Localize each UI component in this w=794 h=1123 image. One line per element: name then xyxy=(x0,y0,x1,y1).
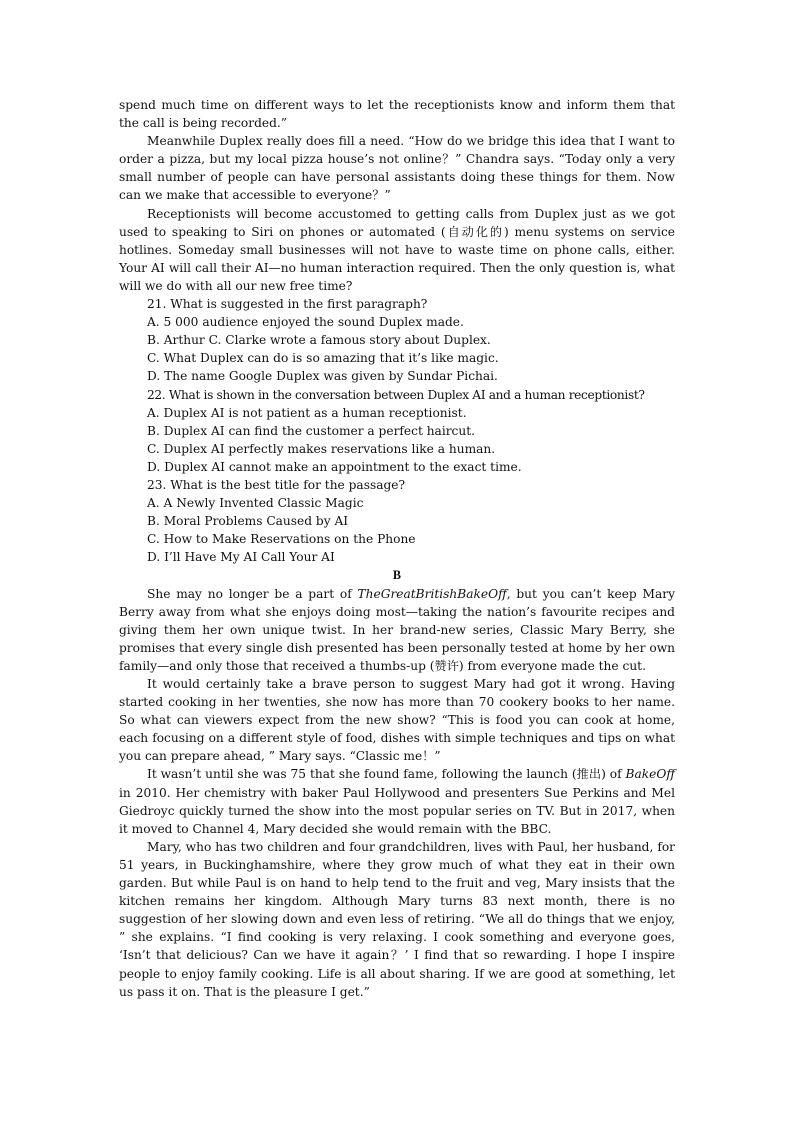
show-title-italic: BakeOff xyxy=(625,767,675,782)
question-21 xyxy=(119,295,675,385)
question-stem: 21. What is suggested in the first paragraph? xyxy=(147,297,428,312)
passage-a-paragraph-0: spend much time on different ways to let the receptionists know and inform them that the call is being recorded.” xyxy=(119,98,675,131)
answer-option[interactable]: C. What Duplex can do is so amazing that it’s like magic. xyxy=(147,351,499,366)
passage-b-paragraph-3 xyxy=(119,765,675,837)
answer-option[interactable]: B. Moral Problems Caused by AI xyxy=(147,514,349,529)
answer-option[interactable]: C. How to Make Reservations on the Phone xyxy=(147,532,416,547)
passage-a-paragraph-2: Receptionists will become accustomed to getting calls from Duplex just as we got used to speaking to Siri on phones or automated (自动化的) menu systems on service hotlines. Someday small businesses will not have to waste time on phone calls, either. Your AI will call their AI—no human interaction required. Then the only question is, what will we do with all our new free time? xyxy=(119,206,675,293)
answer-option[interactable]: D. Duplex AI cannot make an appointment to the exact time. xyxy=(147,459,522,474)
document-page xyxy=(119,96,675,1001)
answer-option[interactable]: B. Arthur C. Clarke wrote a famous story about Duplex. xyxy=(147,333,491,348)
passage-b-paragraph-2: It would certainly take a brave person to suggest Mary had got it wrong. Having started cooking in her twenties, she now has more than 70 cookery books to her name. So what can viewers expect from the new show? “This is food you can cook at home, each focusing on a different style of food, dishes with simple techniques and tips on what you can prepare ahead, ” Mary says. “Classic me！” xyxy=(119,677,675,764)
passage-b-paragraph-1 xyxy=(119,585,675,675)
answer-option[interactable]: D. The name Google Duplex was given by Sundar Pichai. xyxy=(147,369,498,384)
question-23 xyxy=(119,476,675,566)
question-22 xyxy=(119,386,675,476)
question-stem: 23. What is the best title for the passage? xyxy=(147,477,406,492)
answer-option[interactable]: B. Duplex AI can find the customer a perfect haircut. xyxy=(147,423,475,438)
paragraph-text: She may no longer be a part of xyxy=(147,586,358,601)
answer-option[interactable]: A. Duplex AI is not patient as a human receptionist. xyxy=(147,405,467,420)
passage-b-paragraph-4: Mary, who has two children and four grandchildren, lives with Paul, her husband, for 51 years, in Buckinghamshire, where they grow much of what they eat in their own garden. But while Paul is on hand to help tend to the fruit and veg, Mary insists that the kitchen remains her kingdom. Although Mary turns 83 next month, there is no suggestion of her slowing down and even less of retiring. “We all do things that we enjoy, ” she explains. “I find cooking is very relaxing. I cook something and everyone goes, ‘Isn’t that delicious? Can we have it again？’ I find that so rewarding. I hope I inspire people to enjoy family cooking. Life is all about sharing. If we are good at something, let us pass it on. That is the pleasure I get.” xyxy=(119,839,675,999)
section-title-b: B xyxy=(392,568,402,583)
paragraph-text: It wasn’t until she was 75 that she found fame, following the launch (推出) of xyxy=(147,767,626,782)
question-stem: 22. What is shown in the conversation between Duplex AI and a human receptionist? xyxy=(147,387,645,402)
passage-a-paragraph-1: Meanwhile Duplex really does fill a need. “How do we bridge this idea that I want to order a pizza, but my local pizza house’s not online？” Chandra says. “Today only a very small number of people can have personal assistants doing these things for them. Now can we make that accessible to everyone？” xyxy=(119,134,675,203)
show-title-italic: TheGreatBritishBakeOff xyxy=(357,586,507,601)
answer-option[interactable]: C. Duplex AI perfectly makes reservations like a human. xyxy=(147,441,496,456)
paragraph-text: , but you can’t keep Mary Berry away from what she enjoys doing most—taking the nation’s favourite recipes and giving them her own unique twist. In her brand-new series, Classic Mary Berry, she promises that every single dish presented has been personally tested at home by her own family—and only those that received a thumbs-up (赞许) from everyone made the cut. xyxy=(119,586,675,673)
paragraph-text: in 2010. Her chemistry with baker Paul Hollywood and presenters Sue Perkins and Mel Giedroyc quickly turned the show into the most popular series on TV. But in 2017, when it moved to Channel 4, Mary decided she would remain with the BBC. xyxy=(119,785,675,836)
answer-option[interactable]: A. 5 000 audience enjoyed the sound Duplex made. xyxy=(147,315,464,330)
answer-option[interactable]: D. I’ll Have My AI Call Your AI xyxy=(147,550,335,565)
answer-option[interactable]: A. A Newly Invented Classic Magic xyxy=(147,496,364,511)
